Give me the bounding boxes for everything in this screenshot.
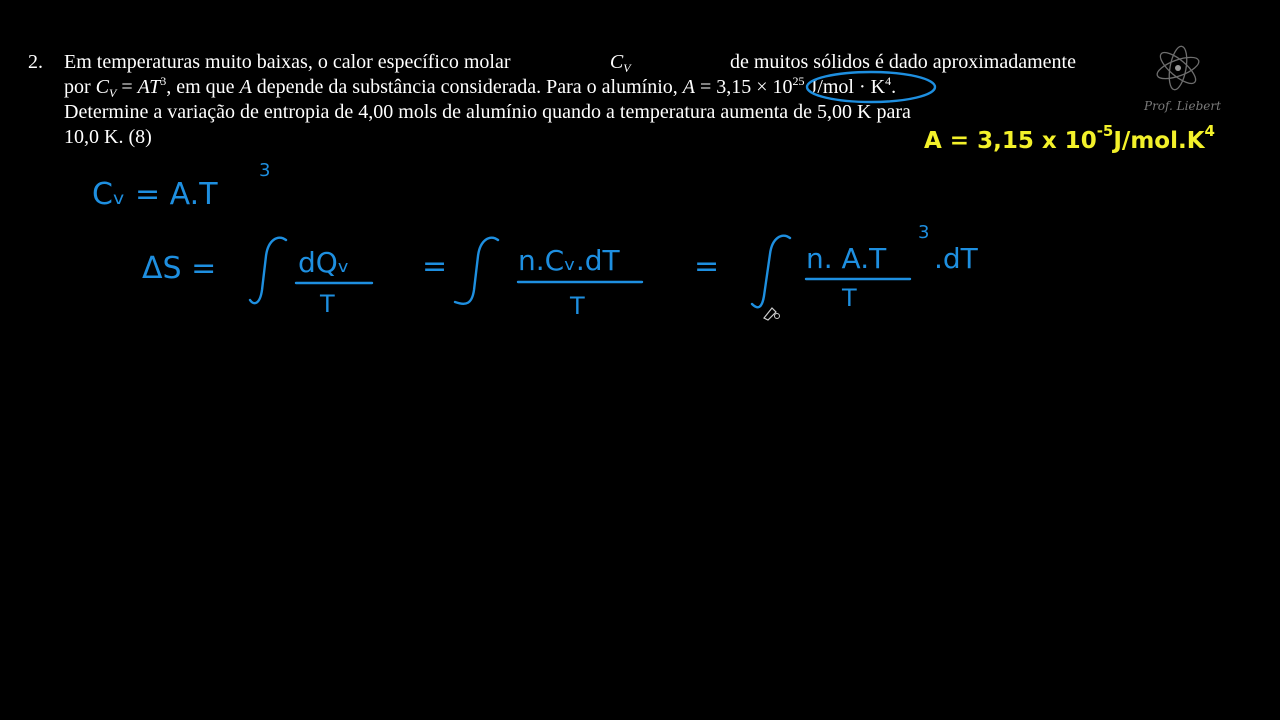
integral-2-numerator: n.Cᵥ.dT — [518, 244, 620, 277]
problem-line-3: Determine a variação de entropia de 4,00 mols de alumínio quando a temperatura aumenta de 5,00 K para — [64, 101, 911, 123]
integral-3-numerator-tail: .dT — [934, 242, 978, 275]
corrected-value-exponent: -5 — [1096, 122, 1114, 140]
line1-cv-symbol: $C_V$ — [609, 51, 631, 75]
integral-1-denominator: T — [320, 290, 335, 318]
integral-sign-3 — [752, 236, 790, 308]
atom-logo-icon — [1140, 40, 1260, 120]
equals-3: = — [694, 249, 720, 284]
line2-text-b: , em que — [166, 76, 235, 98]
line2-value: = 3,15 × 10 — [699, 76, 793, 98]
line2-value-exp: 25 — [792, 74, 805, 88]
line2-a-var: A — [239, 76, 252, 98]
line2-a-var2: A — [682, 76, 695, 98]
line2-cv-sub: V — [109, 86, 117, 100]
corrected-value-prefix: A = 3,15 x 10 — [924, 128, 1097, 154]
line2-cv-symbol: C — [95, 76, 110, 98]
equals-2: = — [422, 249, 448, 284]
line1-text-a: Em temperaturas muito baixas, o calor específico molar — [64, 51, 511, 73]
line2-unit-exp: 4 — [885, 74, 892, 88]
integral-sign-1 — [250, 238, 286, 303]
problem-number: 2. — [28, 51, 43, 73]
integral-sign-2 — [455, 238, 498, 304]
logo-signature: Prof. Liebert — [1144, 99, 1221, 113]
corrected-value-note — [924, 122, 1215, 154]
problem-line-1 — [64, 50, 1076, 75]
line2-period: . — [891, 76, 897, 98]
line2-text-c: depende da substância considerada. Para o alumínio, — [256, 76, 678, 98]
line1-text-b: de muitos sólidos é dado aproximadamente — [729, 51, 1076, 73]
integral-3-numerator-exp: 3 — [918, 222, 930, 243]
corrected-value-unit-exp: 4 — [1204, 122, 1215, 140]
line2-text-a: por — [64, 76, 91, 98]
integral-2-denominator: T — [570, 292, 585, 320]
corrected-value-unit: J/mol.K — [1113, 128, 1205, 154]
line2-unit: J/mol · K — [809, 76, 886, 98]
line2-at-exp: 3 — [160, 74, 167, 88]
cv-definition-exp: 3 — [259, 160, 271, 181]
problem-line-2 — [64, 75, 1076, 100]
integral-3-numerator: n. A.T — [806, 242, 887, 275]
problem-line-4: 10,0 K. (8) — [64, 126, 152, 148]
integral-3-denominator: T — [842, 284, 857, 312]
delta-s-label: ΔS = — [142, 251, 217, 286]
line2-at: AT — [137, 76, 161, 98]
integral-1-numerator: dQᵥ — [298, 246, 350, 279]
pen-cursor-icon — [764, 308, 780, 320]
line2-equals: = — [121, 76, 133, 98]
cv-definition: Cᵥ = A.T — [92, 177, 218, 212]
